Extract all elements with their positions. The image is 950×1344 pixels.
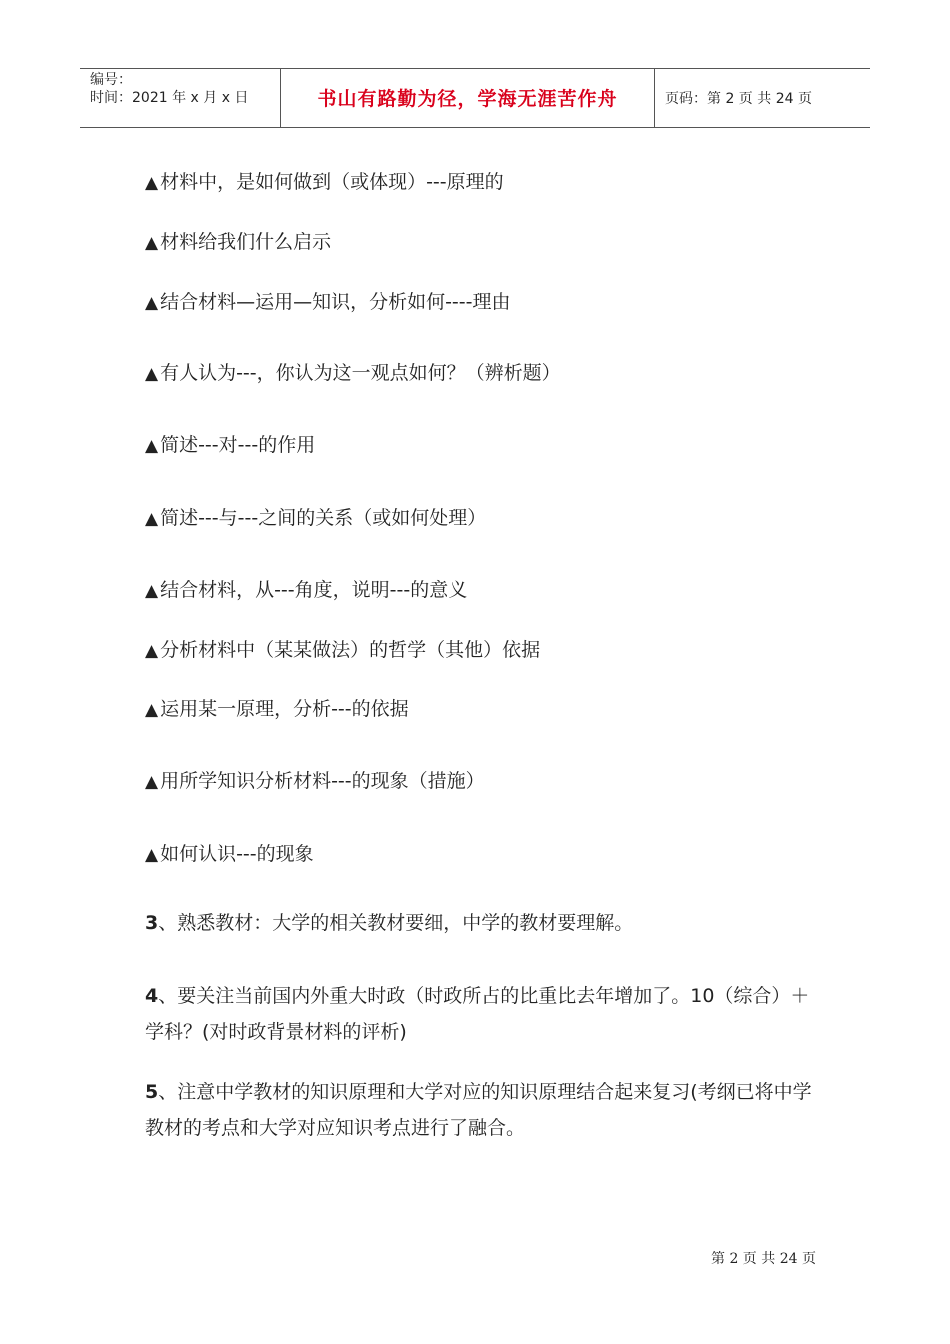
triangle-bullet-icon: ▲ <box>145 641 159 661</box>
list-item: ▲ 简述---对---的作用 <box>145 434 316 456</box>
list-item: ▲ 材料中，是如何做到（或体现）---原理的 <box>145 171 504 193</box>
motto: 书山有路勤为径，学海无涯苦作舟 <box>317 88 618 110</box>
header-page-info: 页码：第 2 页 共 24 页 <box>665 91 812 107</box>
paragraph-number: 5 <box>145 1081 159 1103</box>
list-item: ▲ 分析材料中（某某做法）的哲学（其他）依据 <box>145 639 541 661</box>
header-meta <box>80 69 281 127</box>
list-item: ▲ 结合材料—运用—知识，分析如何----理由 <box>145 291 511 313</box>
triangle-bullet-icon: ▲ <box>145 700 159 720</box>
triangle-bullet-icon: ▲ <box>145 233 159 253</box>
triangle-bullet-icon: ▲ <box>145 581 159 601</box>
paragraph: 3、熟悉教材：大学的相关教材要细，中学的教材要理解。 <box>145 912 634 934</box>
list-item: ▲ 简述---与---之间的关系（或如何处理） <box>145 507 487 529</box>
list-item: ▲ 如何认识---的现象 <box>145 843 314 865</box>
paragraph-number: 4 <box>145 985 159 1007</box>
number-label: 编号： <box>90 72 132 88</box>
list-item: ▲ 用所学知识分析材料---的现象（措施） <box>145 770 485 792</box>
triangle-bullet-icon: ▲ <box>145 845 159 865</box>
time-label: 时间：2021 年 x 月 x 日 <box>90 90 249 106</box>
paragraph: 4、要关注当前国内外重大时政（时政所占的比重比去年增加了。10（综合）＋学科？(对时政背景材料的评析) <box>145 985 810 1043</box>
triangle-bullet-icon: ▲ <box>145 364 159 384</box>
page-header <box>80 68 870 128</box>
list-item: ▲ 有人认为---，你认为这一观点如何？（辨析题） <box>145 362 561 384</box>
page-footer: 第 2 页 共 24 页 <box>711 1251 816 1267</box>
triangle-bullet-icon: ▲ <box>145 509 159 529</box>
header-motto-cell <box>281 69 655 127</box>
list-item: ▲ 结合材料，从---角度，说明---的意义 <box>145 579 468 601</box>
paragraph: 5、注意中学教材的知识原理和大学对应的知识原理结合起来复习(考纲已将中学教材的考点和大学对应知识考点进行了融合。 <box>145 1081 812 1139</box>
triangle-bullet-icon: ▲ <box>145 436 159 456</box>
list-item: ▲ 运用某一原理，分析---的依据 <box>145 698 409 720</box>
triangle-bullet-icon: ▲ <box>145 173 159 193</box>
triangle-bullet-icon: ▲ <box>145 772 159 792</box>
triangle-bullet-icon: ▲ <box>145 293 159 313</box>
list-item: ▲ 材料给我们什么启示 <box>145 231 332 253</box>
paragraph-number: 3 <box>145 912 159 934</box>
